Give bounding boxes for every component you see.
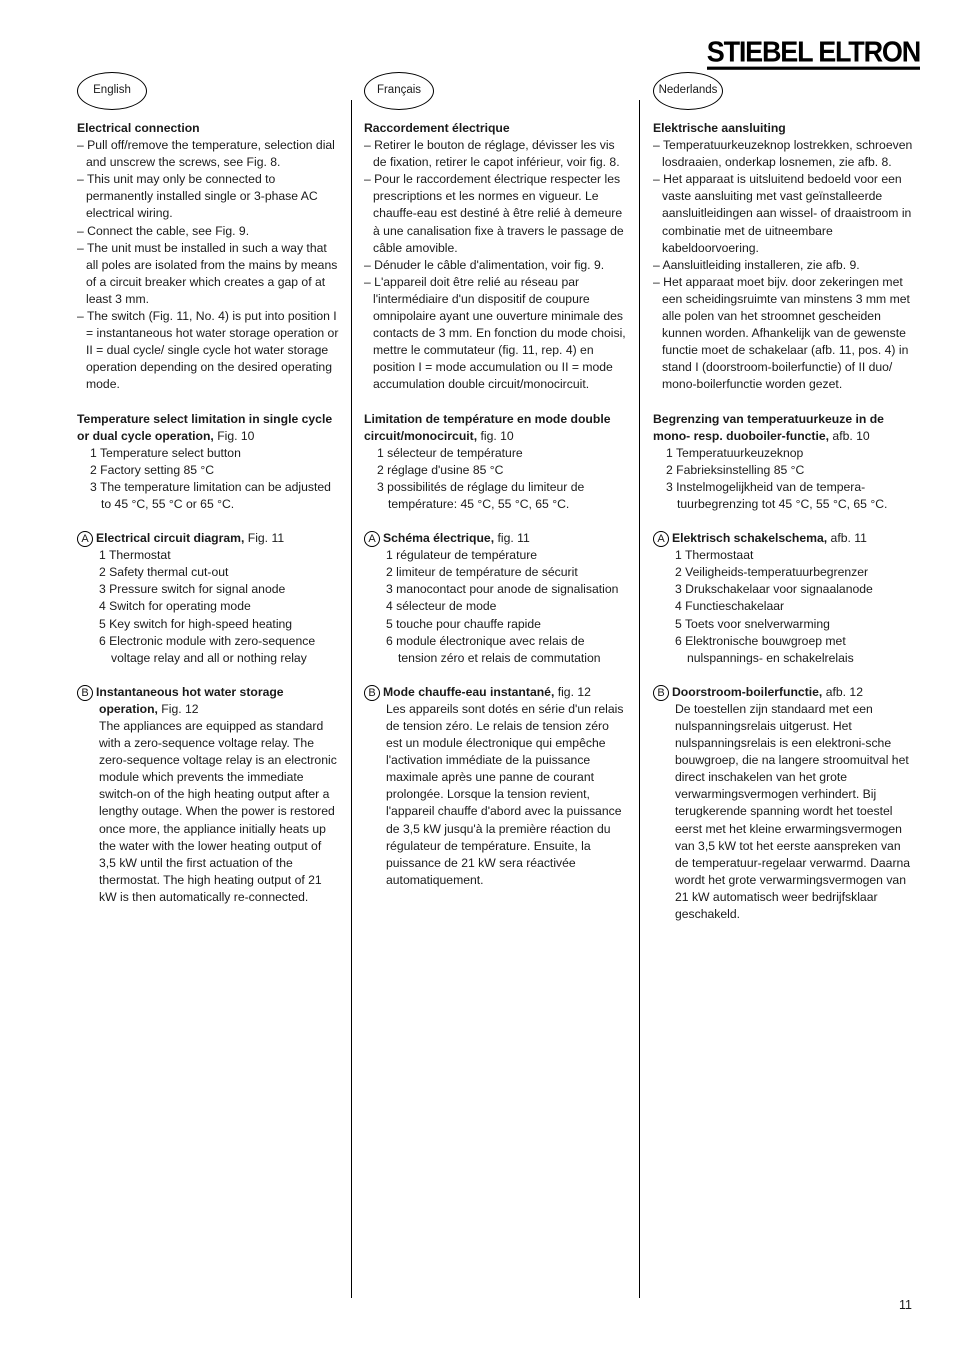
language-badge-french: Français <box>364 72 434 110</box>
paragraph: De toestellen zijn standaard met een nulspanningsrelais uitgerust. Het nulspanningsrelais is een elektroni-sche bouwgroep, die na langere stroomuitval het direct inschakelen van het grote verwarmingsvermogen verhindert. Bij terugkerende spanning wordt het toestel eerst met het kleine erwarmingsvermogen van 3,5 kW tot het eerste aanspreken van de temperatuur-regelaar verwarmd. Daarna wordt het grote verwarmingsvermogen van 21 kW automatisch weer bedrijfsklaar geschakeld. <box>675 701 911 922</box>
paragraph: The appliances are equipped as standard with a zero-sequence voltage relay. The zero-sequence voltage relay is an electronic module which prevents the immediate switch-on of the high heating output after a lengthy outage. When the power is restored once more, the appliance initially heats up the water with the lower heating output of 3,5 kW until the first actuation of the thermostat. The high heating output of 21 kW is then automatically re-connected. <box>99 719 337 904</box>
list-item: 3 The temperature limitation can be adjusted to 45 °C, 55 °C or 65 °C. <box>90 479 331 511</box>
list-item: 5 touche pour chauffe rapide <box>386 616 541 631</box>
list-item: 3 Instelmogelijkheid van de tempera-tuurbegrenzing tot 45 °C, 55 °C, 65 °C. <box>666 479 888 511</box>
instruction-item: – The switch (Fig. 11, No. 4) is put into position I = instantaneous hot water storage operation or II = dual cycle/ single cycle hot water storage operation depending on the desired operating mode. <box>77 309 339 392</box>
subsection-heading: A Schéma électrique, fig. 11 <box>364 530 626 547</box>
subsection-heading: B Doorstroom-boilerfunctie, afb. 12 <box>653 684 915 701</box>
instruction-item: – Het apparaat moet bijv. door zekeringen met een scheidingsruimte van minstens 3 mm met alle polen van het stroomnet gescheiden kunnen worden. Afhankelijk van de gewenste functie moet de schakelaar (afb. 11, pos. 4) in stand I (doorstroom-boilerfunctie) of II duo/ mono-boilerfunctie worden gezet. <box>653 274 910 392</box>
list-item: 5 Toets voor snelverwarming <box>675 616 830 631</box>
dutch-column <box>653 72 915 923</box>
column-divider <box>639 100 640 1298</box>
list-item: 3 Drukschakelaar voor signaalanode <box>675 582 873 597</box>
list-item: 1 Thermostaat <box>675 548 754 563</box>
paragraph: Les appareils sont dotés en série d'un relais de tension zéro. Le relais de tension zéro est un module électronique qui empêche l'activation immédiate de la puissance maximale après une panne de courant prolongée. Lorsque la tension revient, l'appareil chauffe d'abord avec la puissance de 3,5 kW jusqu'à la première réaction du régulateur de température. Ensuite, la puissance de 21 kW sera réactivée automatiquement. <box>386 701 624 887</box>
instruction-item: – Pour le raccordement électrique respecter les prescriptions et les normes en vigueur. Le chauffe-eau est destiné à être relié à demeure à une canalisation fixe à travers le passage de câble amovible. <box>364 172 624 255</box>
instruction-item: – L'appareil doit être relié au réseau par l'intermédiaire d'un dispositif de coupure omnipolaire ayant une ouverture minimale des contacts de 3 mm. En fonction du mode choisi, mettre le commutateur (fig. 11, rep. 4) en position I = mode accumulation ou II = mode accumulation double circuit/monocircuit. <box>364 274 626 392</box>
list-item: 6 module électronique avec relais de tension zéro et relais de commutation <box>386 633 601 665</box>
list-item: 1 Thermostat <box>99 548 171 563</box>
list-item: 6 Electronic module with zero-sequence voltage relay and all or nothing relay <box>99 633 316 665</box>
instruction-item: – Retirer le bouton de réglage, dévisser les vis de fixation, retirer le capot inférieur, voir fig. 8. <box>364 138 620 170</box>
instruction-item: – Dénuder le câble d'alimentation, voir fig. 9. <box>364 257 605 272</box>
list-item: 1 sélecteur de température <box>377 445 523 460</box>
instruction-item: – Connect the cable, see Fig. 9. <box>77 223 250 238</box>
section-heading: Electrical connection <box>77 121 200 135</box>
section-heading: Raccordement électrique <box>364 121 510 135</box>
instruction-item: – Pull off/remove the temperature, selection dial and unscrew the screws, see Fig. 8. <box>77 138 335 170</box>
subsection-heading: Temperature select limitation in single cycle or dual cycle operation, Fig. 10 <box>77 411 333 443</box>
instruction-item: – Aansluitleiding installeren, zie afb. 9. <box>653 257 860 272</box>
instruction-item: – The unit must be installed in such a way that all poles are isolated from the mains by means of a circuit breaker which creates a gap of at least 3 mm. <box>77 240 338 306</box>
list-item: 4 sélecteur de mode <box>386 599 497 614</box>
instruction-item: – This unit may only be connected to permanently installed single or 3-phase AC electrical wiring. <box>77 172 318 221</box>
language-badge-dutch: Nederlands <box>653 72 723 110</box>
subsection-heading: B Instantaneous hot water storage operation, Fig. 12 <box>77 684 339 718</box>
instruction-item: – Het apparaat is uitsluitend bedoeld voor een vaste aansluiting met vast geïnstalleerde aansluitleidingen aan wissel- of draaistroom in combinatie met de uitneembare kabeldoorvoering. <box>653 172 912 255</box>
list-item: 4 Functieschakelaar <box>675 599 785 614</box>
subsection-heading: A Electrical circuit diagram, Fig. 11 <box>77 530 339 547</box>
circled-letter-b: B <box>364 685 380 701</box>
page-number: 11 <box>899 1298 912 1312</box>
subsection-heading: A Elektrisch schakelschema, afb. 11 <box>653 530 915 547</box>
list-item: 2 Safety thermal cut-out <box>99 565 229 580</box>
list-item: 2 réglage d'usine 85 °C <box>377 462 504 477</box>
list-item: 3 manocontact pour anode de signalisation <box>386 582 619 597</box>
list-item: 2 Veiligheids-temperatuurbegrenzer <box>675 565 869 580</box>
instruction-item: – Temperatuurkeuzeknop lostrekken, schroeven losdraaien, onderkap losnemen, zie afb. 8. <box>653 138 913 170</box>
circled-letter-b: B <box>77 685 93 701</box>
list-item: 1 régulateur de température <box>386 548 538 563</box>
list-item: 2 Fabrieksinstelling 85 °C <box>666 462 805 477</box>
subsection-heading: Begrenzing van temperatuurkeuze in de mono- resp. duoboiler-functie, afb. 10 <box>653 411 884 443</box>
subsection-heading: B Mode chauffe-eau instantané, fig. 12 <box>364 684 626 701</box>
list-item: 4 Switch for operating mode <box>99 599 251 614</box>
list-item: 1 Temperature select button <box>90 445 241 460</box>
circled-letter-a: A <box>364 531 380 547</box>
french-column <box>364 72 626 889</box>
list-item: 2 limiteur de température de sécurit <box>386 565 578 580</box>
list-item: 5 Key switch for high-speed heating <box>99 616 293 631</box>
list-item: 2 Factory setting 85 °C <box>90 462 215 477</box>
list-item: 3 possibilités de réglage du limiteur de température: 45 °C, 55 °C, 65 °C. <box>377 479 585 511</box>
subsection-heading: Limitation de température en mode double circuit/monocircuit, fig. 10 <box>364 411 611 443</box>
list-item: 3 Pressure switch for signal anode <box>99 582 286 597</box>
list-item: 6 Elektronische bouwgroep met nulspannings- en schakelrelais <box>675 633 854 665</box>
circled-letter-a: A <box>653 531 669 547</box>
language-badge-english: English <box>77 72 147 110</box>
list-item: 1 Temperatuurkeuzeknop <box>666 445 804 460</box>
circled-letter-a: A <box>77 531 93 547</box>
section-heading: Elektrische aansluiting <box>653 121 786 135</box>
column-divider <box>351 100 352 1298</box>
english-column <box>77 72 339 906</box>
circled-letter-b: B <box>653 685 669 701</box>
brand-logo: STIEBEL ELTRON <box>707 37 920 70</box>
